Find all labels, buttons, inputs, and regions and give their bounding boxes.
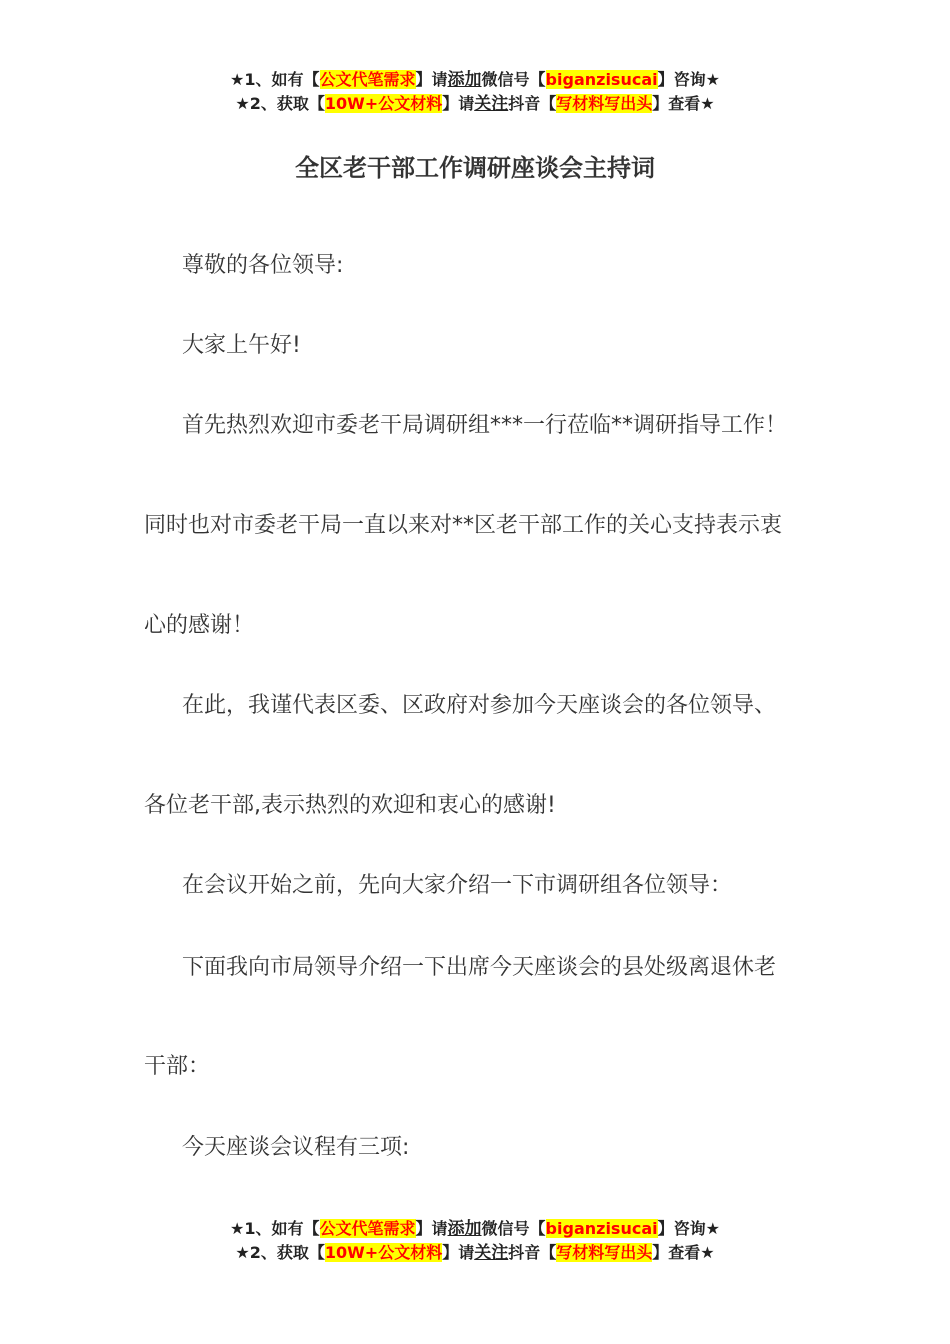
follow-emphasis: 关注 bbox=[474, 94, 509, 114]
add-emphasis: 添加 bbox=[447, 70, 482, 90]
add-emphasis: 添加 bbox=[447, 1219, 482, 1239]
paragraph-greeting: 大家上午好! bbox=[182, 333, 301, 358]
wechat-id-highlight: biganzisucai bbox=[545, 70, 658, 89]
paragraph-representation-line-2: 各位老干部,表示热烈的欢迎和衷心的感谢! bbox=[144, 793, 556, 818]
promo-header bbox=[0, 68, 950, 116]
follow-emphasis: 关注 bbox=[474, 1243, 509, 1263]
service-highlight: 公文代笔需求 bbox=[319, 1219, 416, 1238]
materials-highlight: 10W+公文材料 bbox=[324, 94, 443, 113]
promo-line-1: ★1、如有【公文代笔需求】请添加微信号【biganzisucai】咨询★ bbox=[230, 70, 720, 90]
materials-highlight: 10W+公文材料 bbox=[324, 1243, 443, 1262]
paragraph-introduction: 在会议开始之前，先向大家介绍一下市调研组各位领导： bbox=[182, 873, 733, 898]
douyin-highlight: 写材料写出头 bbox=[556, 1243, 653, 1262]
paragraph-representation-line-1: 在此，我谨代表区委、区政府对参加今天座谈会的各位领导、 bbox=[182, 693, 777, 718]
wechat-id-highlight: biganzisucai bbox=[545, 1219, 658, 1238]
paragraph-greeting-address: 尊敬的各位领导: bbox=[182, 253, 344, 278]
promo-footer-line-1: ★1、如有【公文代笔需求】请添加微信号【biganzisucai】咨询★ bbox=[230, 1219, 720, 1239]
promo-footer bbox=[0, 1217, 950, 1265]
promo-footer-line-2: ★2、获取【10W+公文材料】请关注抖音【写材料写出头】查看★ bbox=[235, 1243, 715, 1263]
service-highlight: 公文代笔需求 bbox=[319, 70, 416, 89]
douyin-highlight: 写材料写出头 bbox=[556, 94, 653, 113]
paragraph-cadres-line-1: 下面我向市局领导介绍一下出席今天座谈会的县处级离退休老 bbox=[182, 955, 777, 980]
promo-line-2: ★2、获取【10W+公文材料】请关注抖音【写材料写出头】查看★ bbox=[235, 94, 715, 114]
paragraph-agenda: 今天座谈会议程有三项: bbox=[182, 1135, 410, 1160]
paragraph-welcome-line-2: 同时也对市委老干局一直以来对**区老干部工作的关心支持表示衷 bbox=[144, 513, 783, 538]
paragraph-cadres-line-2: 干部： bbox=[144, 1054, 211, 1079]
document-title: 全区老干部工作调研座谈会主持词 bbox=[295, 154, 655, 182]
paragraph-welcome-line-1: 首先热烈欢迎市委老干局调研组***一行莅临**调研指导工作！ bbox=[182, 413, 788, 438]
paragraph-welcome-line-3: 心的感谢！ bbox=[144, 613, 255, 638]
